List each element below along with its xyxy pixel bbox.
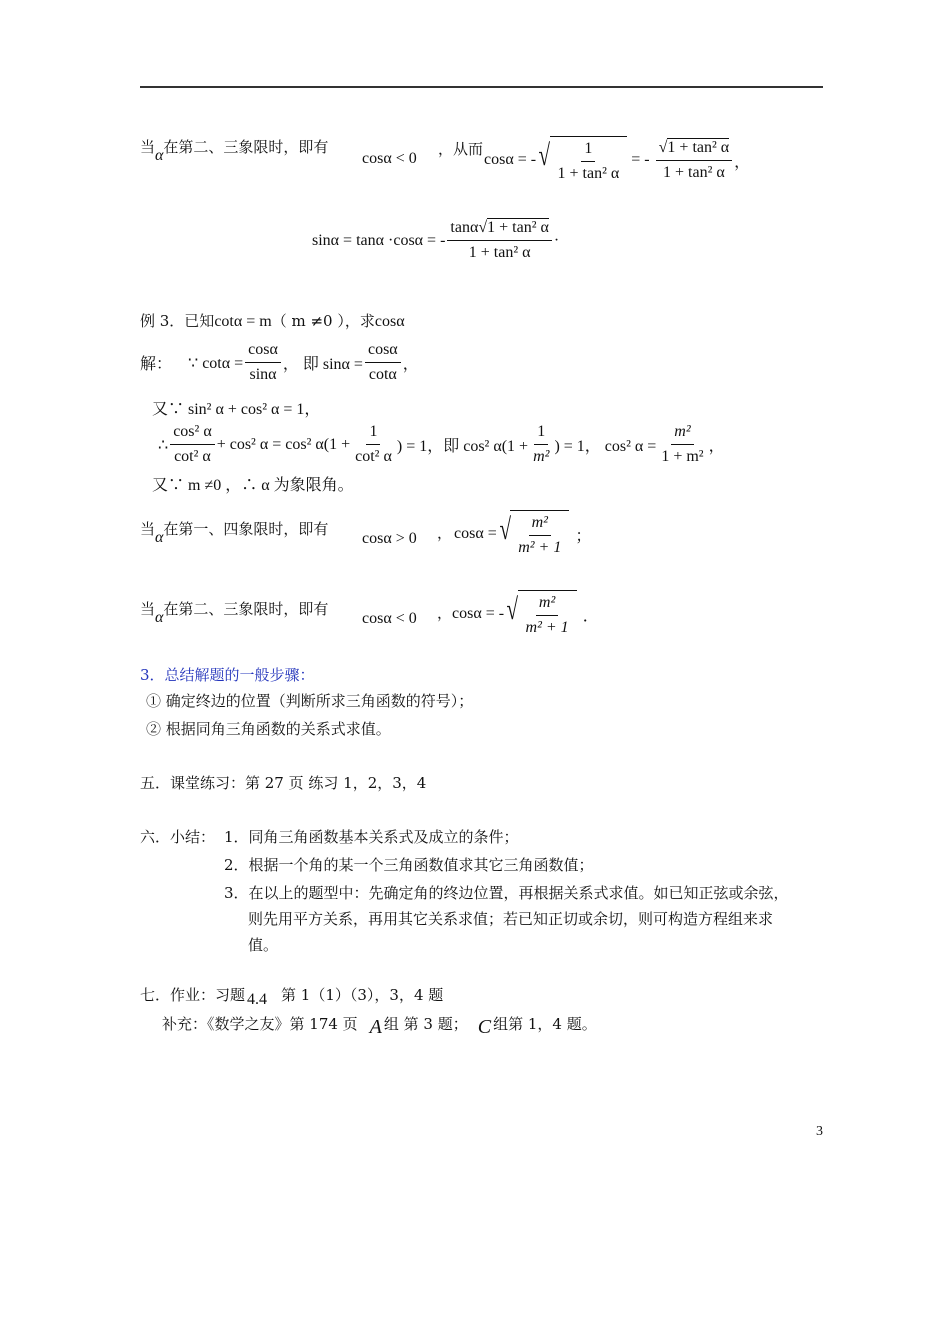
condition-cos-negative: cosα < 0 xyxy=(362,610,417,627)
fraction: $\frac{1}{\text{1 + tan² α}}$ xyxy=(557,140,620,182)
quadrant-note: 又∵ m ≠0 ，∴ α 为象限角。 xyxy=(152,477,354,494)
condition-cos-positive: cosα > 0 xyxy=(362,530,417,547)
q23-text: 当α在第二、三象限时，即有 xyxy=(140,600,329,626)
fraction: $\frac{\text{m²}}{\text{1 + m²}}$ xyxy=(661,423,704,465)
radical: √ $\frac{\text{m²}}{\text{m² + 1}}$ xyxy=(497,510,570,558)
solution-line: 解： ∵ cotα = $\frac{\cos\alpha}{\sin\alpha}$ ， 即 sinα = $\frac{\cos\alpha}{\cot\alpha}$ ， xyxy=(140,341,419,383)
q14-text: 当α在第一、四象限时，即有 xyxy=(140,520,329,546)
pythagorean-identity: 又∵ sin² α + cos² α = 1， xyxy=(152,401,321,418)
section-six-item-1: 1．同角三角函数基本关系式及成立的条件； xyxy=(224,828,519,846)
page-number: 3 xyxy=(816,1124,823,1139)
dot: · xyxy=(553,231,560,249)
q14-result: cosα = √ $\frac{\text{m²}}{\text{m² + 1}}$ ； xyxy=(454,510,591,558)
q23-result: cosα = - √ $\frac{\text{m²}}{\text{m² + 1}}$ ． xyxy=(452,590,599,638)
fraction: $\frac{\text{m²}}{\text{m² + 1}}$ xyxy=(525,594,569,636)
alpha-symbol: α xyxy=(155,147,164,164)
supplement: 补充：《数学之友》第 174 页 A 组 第 3 题； C 组第 1，4 题。 xyxy=(162,1015,597,1038)
section-six-item-2: 2．根据一个角的某一个三角函数值求其它三角函数值； xyxy=(224,856,594,874)
group-c: C xyxy=(477,1016,492,1038)
sin-lhs: sinα = tanα ·cosα = - xyxy=(312,231,446,249)
section-five: 五．课堂练习：第 27 页 练习 1，2，3，4 xyxy=(140,774,427,792)
fraction: $\frac{\cos\alpha}{\cot\alpha}$ xyxy=(365,340,401,385)
section-seven: 七．作业：习题 4.4 第 1（1）（3），3，4 题 xyxy=(140,986,444,1008)
therefore-line: ∴ $\frac{\text{cos² α}}{\text{cot² α}}$ + cos² α = cos² α(1 + $\frac{1}{\text{cot² α}}$ ) = 1，即 cos² α(1 + $\frac{1}{\text{m²}}$ ) = 1， cos² α = $\frac{\text{m²}}{\text{1 + m²}}$ ， xyxy=(158,423,725,465)
section-six-label: 六．小结： xyxy=(140,828,216,846)
fraction: $\frac{\text{√1 + tan² α}}{\text{1 + tan² α}}$ xyxy=(656,138,733,183)
summary-step-2: ② 根据同角三角函数的关系式求值。 xyxy=(146,720,391,738)
summary-step-1: ① 确定终边的位置（判断所求三角函数的符号）； xyxy=(146,692,474,710)
fraction: $\frac{\text{tanα√1 + tan² α}}{\text{1 + tan² α}}$ xyxy=(447,218,551,263)
section-six-item-3: 3．在以上的题型中：先确定角的终边位置，再根据关系式求值。如已知正弦或余弦， xyxy=(224,884,789,902)
fraction: $\frac{\text{cos² α}}{\text{cot² α}}$ xyxy=(170,422,215,467)
fraction: $\frac{1}{\text{cot² α}}$ xyxy=(355,423,392,465)
solution-label: 解： xyxy=(140,356,173,373)
fraction: $\frac{1}{\text{m²}}$ xyxy=(533,423,550,465)
alpha-symbol: α xyxy=(155,529,164,546)
radical: √ $\frac{\text{m²}}{\text{m² + 1}}$ xyxy=(504,590,577,638)
equals: = - xyxy=(631,151,650,168)
goal: cosα xyxy=(374,313,405,330)
alpha-symbol: α xyxy=(155,609,164,626)
comma: ， xyxy=(734,153,751,171)
fraction: $\frac{\text{m²}}{\text{m² + 1}}$ xyxy=(518,514,562,556)
section-six-item-3-end: 值。 xyxy=(248,936,279,954)
header-rule xyxy=(140,86,823,88)
summary-heading: 3．总结解题的一般步骤： xyxy=(140,666,315,684)
text: 在第二、三象限时，即有 xyxy=(163,138,329,156)
text: ，从而 xyxy=(438,140,484,158)
cos-expression xyxy=(484,136,750,184)
sin-expression xyxy=(312,218,559,263)
group-a: A xyxy=(369,1016,382,1038)
example3: 例 3．已知cotα = m（ m ≠0 ），求cosα xyxy=(140,312,405,330)
section-six-item-3-cont: 则先用平方关系，再用其它关系求值；若已知正切或余切，则可构造方程组来求 xyxy=(248,910,774,928)
radical: √ $\frac{1}{\text{1 + tan² α}}$ xyxy=(536,136,627,184)
line-q23-first xyxy=(140,136,329,164)
exercise-number: 4.4 xyxy=(247,991,268,1008)
cos-lhs: cosα = - xyxy=(484,151,537,168)
text: 当 xyxy=(140,138,156,156)
given-cot: cotα = m xyxy=(214,313,272,330)
condition-cos-negative: cosα < 0 xyxy=(362,150,417,167)
fraction: $\frac{\cos\alpha}{\sin\alpha}$ xyxy=(245,340,281,385)
